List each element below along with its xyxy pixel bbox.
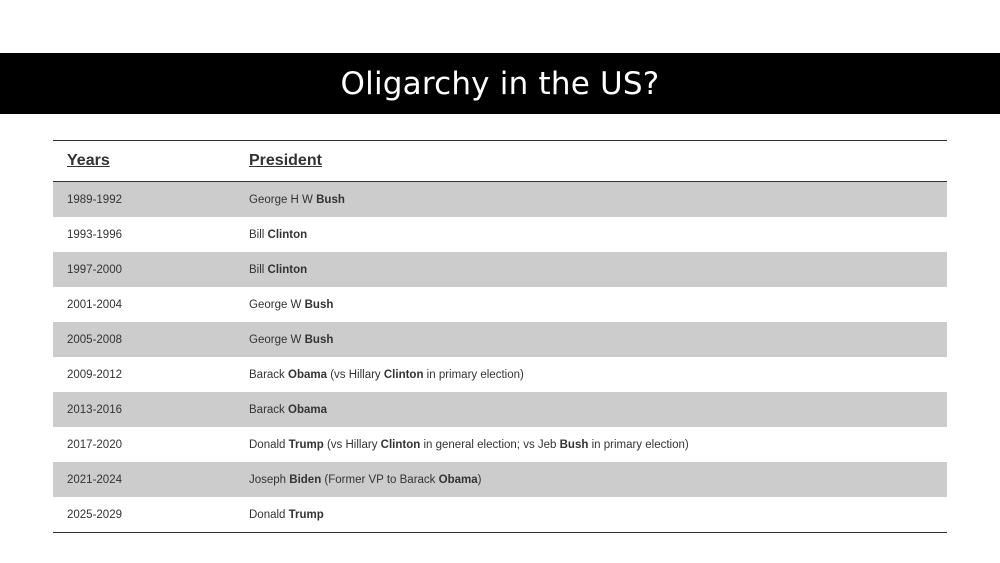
president-text: Barack (249, 403, 288, 416)
cell-years: 2013-2016 (67, 403, 122, 416)
surname-text: Trump (288, 508, 324, 521)
president-text: (vs Hillary (327, 368, 384, 381)
president-text: Donald (249, 508, 289, 521)
surname-text: Obama (288, 403, 327, 416)
table-row (53, 322, 947, 357)
surname-text: Clinton (383, 368, 424, 381)
table-row (53, 392, 947, 427)
cell-president (249, 299, 947, 311)
table-row (53, 252, 947, 287)
header-years: Years (67, 152, 110, 169)
surname-text: Bush (304, 298, 334, 311)
surname-text: Trump (288, 438, 324, 451)
president-text: George H W (249, 193, 317, 206)
cell-president (249, 229, 947, 241)
cell-president (249, 264, 947, 276)
president-text: Joseph (249, 473, 290, 486)
cell-years: 2009-2012 (67, 368, 122, 381)
president-text: (vs Hillary (323, 438, 381, 451)
president-text: Barack (249, 368, 288, 381)
president-text: (Former VP to Barack (321, 473, 439, 486)
page-title: Oligarchy in the US? (340, 65, 660, 102)
president-text: George W (249, 333, 305, 346)
table-row (53, 287, 947, 322)
cell-president (249, 334, 947, 346)
president-text: Bill (249, 228, 268, 241)
president-text: in general election; vs Jeb (420, 438, 560, 451)
table-row (53, 462, 947, 497)
cell-president (249, 509, 947, 521)
cell-years: 2005-2008 (67, 333, 122, 346)
cell-president (249, 369, 947, 381)
cell-years: 2025-2029 (67, 508, 122, 521)
surname-text: Biden (289, 473, 322, 486)
president-text: Bill (249, 263, 268, 276)
cell-years: 2017-2020 (67, 438, 122, 451)
president-text: in primary election) (588, 438, 689, 451)
cell-president (249, 439, 947, 451)
cell-president (249, 404, 947, 416)
table-header (53, 141, 947, 182)
cell-years: 1993-1996 (67, 228, 122, 241)
cell-president (249, 474, 947, 486)
cell-president (249, 194, 947, 206)
president-text: Donald (249, 438, 289, 451)
table-row (53, 427, 947, 462)
cell-years: 2021-2024 (67, 473, 122, 486)
surname-text: Bush (304, 333, 334, 346)
table-row (53, 182, 947, 217)
president-text: ) (477, 473, 482, 486)
president-text: George W (249, 298, 305, 311)
surname-text: Obama (288, 368, 327, 381)
surname-text: Bush (559, 438, 589, 451)
table-body (53, 182, 947, 532)
surname-text: Clinton (380, 438, 421, 451)
cell-years: 1997-2000 (67, 263, 122, 276)
surname-text: Bush (316, 193, 345, 206)
surname-text: Clinton (267, 263, 308, 276)
table-row (53, 497, 947, 532)
surname-text: Clinton (267, 228, 308, 241)
surname-text: Obama (438, 473, 478, 486)
title-bar (0, 53, 1000, 114)
table-row (53, 357, 947, 392)
header-president: President (249, 152, 322, 169)
cell-years: 1989-1992 (67, 193, 122, 206)
president-text: in primary election) (423, 368, 524, 381)
table-row (53, 217, 947, 252)
presidents-table (53, 140, 947, 533)
cell-years: 2001-2004 (67, 298, 122, 311)
